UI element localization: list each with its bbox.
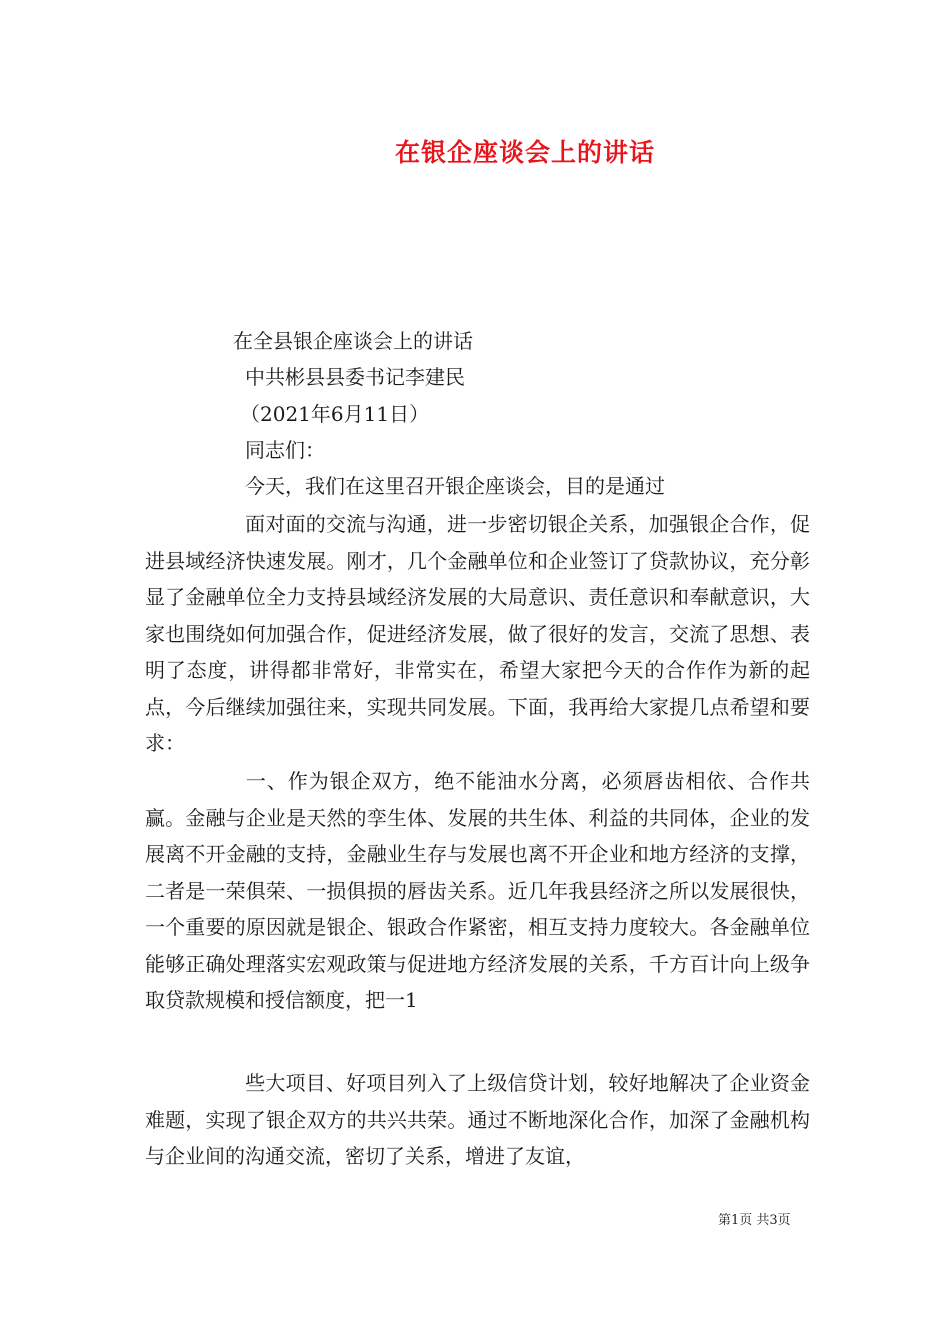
paragraph-3-text: 些大项目、好项目列入了上级信贷计划，较好地解决了企业资金难题，实现了银企双方的共兴共荣。通过不断地深化合作，加深了金融机构与企业间的沟通交流，密切了关系，增进了友谊， xyxy=(145,1071,810,1168)
paragraph-2 xyxy=(145,763,810,1019)
paragraph-1-first-line: 今天，我们在这里召开银企座谈会，目的是通过 xyxy=(245,474,665,498)
page-title: 在银企座谈会上的讲话 xyxy=(394,138,655,167)
date-line: （2021年6月11日） xyxy=(240,402,430,426)
speech-subtitle: 在全县银企座谈会上的讲话 xyxy=(233,329,473,353)
paragraph-2-text: 一、作为银企双方，绝不能油水分离，必须唇齿相依、合作共赢。金融与企业是天然的孪生体、发展的共生体、利益的共同体，企业的发展离不开金融的支持，金融业生存与发展也离不开企业和地方经济的支撑，二者是一荣俱荣、一损俱损的唇齿关系。近几年我县经济之所以发展很快，一个重要的原因就是银企、银政合作紧密，相互支持力度较大。各金融单位能够正确处理落实宏观政策与促进地方经济发展的关系，千方百计向上级争取贷款规模和授信额度，把一1 xyxy=(145,769,810,1012)
salutation: 同志们： xyxy=(245,438,325,462)
speaker-line: 中共彬县县委书记李建民 xyxy=(245,365,465,389)
paragraph-1-text: 面对面的交流与沟通，进一步密切银企关系，加强银企合作，促进县域经济快速发展。刚才，几个金融单位和企业签订了贷款协议，充分彰显了金融单位全力支持县域经济发展的大局意识、责任意识和奉献意识，大家也围绕如何加强合作，促进经济发展，做了很好的发言，交流了思想、表明了态度，讲得都非常好，非常实在，希望大家把今天的合作作为新的起点，今后继续加强往来，实现共同发展。下面，我再给大家提几点希望和要求： xyxy=(145,512,810,755)
paragraph-1-body xyxy=(145,506,810,762)
page-number: 第1页 共3页 xyxy=(718,1213,791,1228)
paragraph-3 xyxy=(145,1065,810,1175)
